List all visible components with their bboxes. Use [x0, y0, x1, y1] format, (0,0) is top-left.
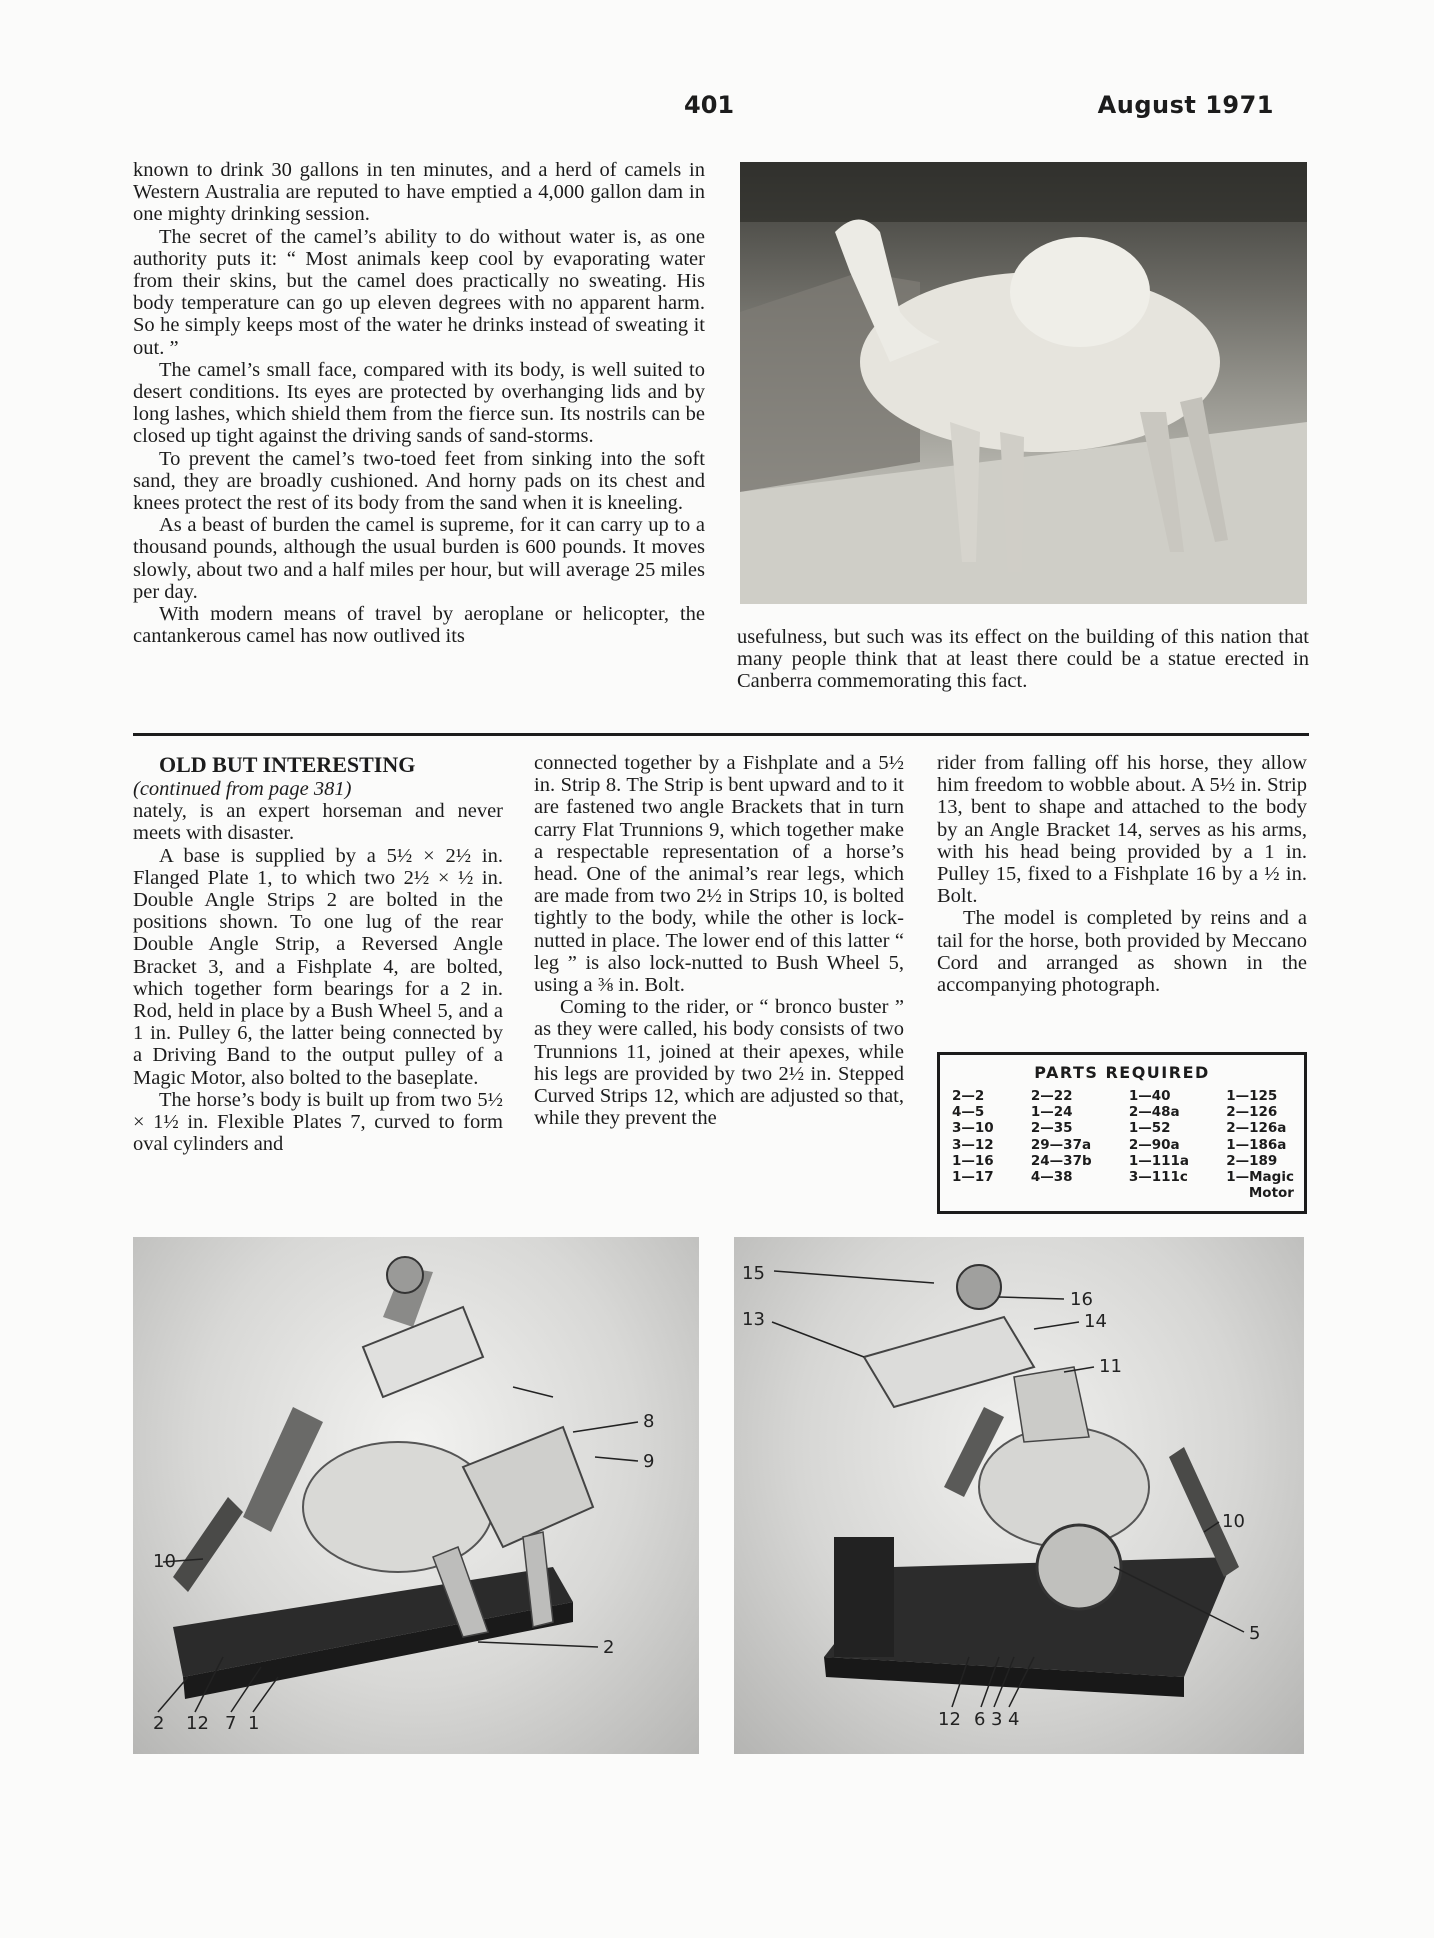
part-entry: 24—37b	[1030, 1152, 1092, 1169]
part-entry: 29—37a	[1030, 1136, 1092, 1153]
callout-label: 2	[603, 1637, 615, 1658]
part-entry: 3—111c	[1128, 1169, 1188, 1186]
paragraph: As a beast of burden the camel is supreme, for it can carry up to a thousand pounds, although the usual burden is 600 pounds. It moves slowly, about two and a half miles per hour, but will average 25 miles per day.	[133, 514, 705, 603]
paragraph: usefulness, but such was its effect on the building of this nation that many people think that at least there could be a statue erected in Canberra commemorating this fact.	[737, 626, 1309, 693]
part-entry: Motor	[1248, 1185, 1294, 1202]
callout-label: 13	[742, 1309, 765, 1330]
part-entry: 2—22	[1030, 1088, 1073, 1104]
callout-label: 10	[1222, 1511, 1245, 1532]
parts-list	[940, 1082, 1304, 1201]
callout-label: 8	[643, 1411, 655, 1432]
paragraph: With modern means of travel by aeroplane or helicopter, the cantankerous camel has now outlived its	[133, 603, 705, 648]
parts-column	[952, 1088, 994, 1201]
part-entry: 2—189	[1226, 1152, 1278, 1169]
camel-article-right-column	[737, 626, 1309, 693]
callout-label: 7	[225, 1713, 237, 1734]
callout-label: 15	[742, 1263, 765, 1284]
paragraph: The secret of the camel’s ability to do without water is, as one authority puts it: “ Most animals keep cool by evaporating water from their skins, but the camel does practically no sweating. His body temperature can go up eleven degrees with no apparent harm. So he simply keeps most of the water he drinks instead of sweating it out. ”	[133, 225, 705, 359]
parts-column	[1226, 1088, 1294, 1201]
part-entry: 2—35	[1030, 1120, 1073, 1137]
callout-label: 2	[153, 1713, 165, 1734]
paragraph: known to drink 30 gallons in ten minutes, and a herd of camels in Western Australia are reputed to have emptied a 4,000 gallon dam in one mighty drinking session.	[133, 159, 705, 226]
continued-note: (continued from page 381)	[133, 778, 352, 800]
paragraph: rider from falling off his horse, they allow him freedom to wobble about. A 5½ in. Strip 13, bent to shape and attached to the body by an Angle Bracket 14, serves as his arms, with his head being provided by a 1 in. Pulley 15, fixed to a Fishplate 16 by a ½ in. Bolt.	[937, 752, 1307, 908]
part-entry: 2—48a	[1128, 1104, 1180, 1121]
camel-photo	[740, 162, 1307, 604]
page-number: 401	[684, 91, 735, 119]
part-entry: 1—52	[1128, 1120, 1171, 1137]
part-entry: 2—90a	[1128, 1136, 1180, 1153]
part-entry: 2—2	[952, 1088, 985, 1104]
part-entry: 4—38	[1030, 1169, 1073, 1186]
meccano-model-photo-front	[133, 1237, 699, 1754]
meccano-article-column-1	[133, 752, 503, 1155]
part-entry: 1—17	[952, 1169, 994, 1186]
camel-article-left-column	[133, 159, 705, 647]
paragraph: To prevent the camel’s two-toed feet from sinking into the soft sand, they are broadly cushioned. And horny pads on its chest and knees protect the rest of its body from the sand when it is kneeling.	[133, 447, 705, 515]
paragraph: connected together by a Fishplate and a 5½ in. Strip 8. The Strip is bent upward and to it are fastened two angle Brackets that in turn carry Flat Trunnions 9, which together make a respectable representation of a horse’s head. One of the animal’s rear legs, which are made from two 2½ in Strips 10, is bolted tightly to the body, while the other is lock-nutted in place. The lower end of this latter “ leg ” is also lock-nutted to Bush Wheel 5, using a ⅜ in. Bolt.	[534, 752, 904, 997]
paragraph: The camel’s small face, compared with its body, is well suited to desert conditions. Its eyes are protected by overhanging lids and by long lashes, which shield them from the fierce sun. Its nostrils can be closed up tight against the driving sands of sand-storms.	[133, 358, 705, 448]
callout-label: 3	[991, 1709, 1003, 1730]
part-entry: 2—126a	[1226, 1120, 1287, 1137]
part-entry: 4—5	[952, 1104, 985, 1121]
part-entry: 3—12	[952, 1136, 994, 1153]
meccano-article-column-2	[534, 752, 904, 1129]
callout-label: 10	[153, 1551, 176, 1572]
callout-label: 12	[938, 1709, 961, 1730]
part-entry: 3—10	[952, 1120, 994, 1137]
article-title: OLD BUT INTERESTING	[159, 752, 416, 777]
callout-label: 4	[1008, 1709, 1020, 1730]
meccano-article-column-3	[937, 752, 1307, 996]
callout-label: 9	[643, 1451, 655, 1472]
part-entry: 2—126	[1226, 1104, 1278, 1121]
meccano-model-photo-rear	[734, 1237, 1304, 1754]
callout-label: 6	[974, 1709, 986, 1730]
callout-label: 5	[1249, 1623, 1261, 1644]
paragraph: Coming to the rider, or “ bronco buster ” as they were called, his body consists of two Trunnions 11, joined at their apexes, while his legs are provided by two 2½ in. Stepped Curved Strips 12, which are adjusted so that, while they prevent the	[534, 996, 904, 1130]
callout-label: 12	[186, 1713, 209, 1734]
part-entry: 1—111a	[1128, 1152, 1190, 1169]
paragraph: nately, is an expert horseman and never meets with disaster.	[133, 800, 503, 845]
part-entry: 1—125	[1226, 1088, 1278, 1104]
part-entry: 1—Magic	[1226, 1169, 1294, 1186]
part-entry: 1—186a	[1226, 1136, 1287, 1153]
paragraph: A base is supplied by a 5½ × 2½ in. Flanged Plate 1, to which two 2½ × ½ in. Double Angle Strips 2 are bolted in the positions shown. To one lug of the rear Double Angle Strip, a Reversed Angle Bracket 3, and a Fishplate 4, are bolted, which together form bearings for a 2 in. Rod, held in place by a Bush Wheel 5, and a 1 in. Pulley 6, the latter being connected by a Driving Band to the output pulley of a Magic Motor, also bolted to the baseplate.	[133, 844, 503, 1089]
parts-required-box	[937, 1052, 1307, 1214]
issue-date: August 1971	[1097, 91, 1274, 119]
part-entry: 1—24	[1030, 1104, 1073, 1121]
parts-column	[1031, 1088, 1092, 1201]
paragraph: The horse’s body is built up from two 5½ × 1½ in. Flexible Plates 7, curved to form oval cylinders and	[133, 1088, 503, 1156]
parts-required-title: PARTS REQUIRED	[1034, 1063, 1210, 1082]
callout-label: 1	[248, 1713, 260, 1734]
part-entry: 1—40	[1128, 1088, 1171, 1104]
callout-label: 16	[1070, 1289, 1093, 1310]
callout-label: 11	[1099, 1356, 1122, 1377]
parts-column	[1129, 1088, 1189, 1201]
callout-label: 14	[1084, 1311, 1107, 1332]
section-divider	[133, 733, 1309, 736]
paragraph: The model is completed by reins and a tail for the horse, both provided by Meccano Cord and arranged as shown in the accompanying photograph.	[937, 907, 1307, 997]
part-entry: 1—16	[952, 1152, 994, 1169]
